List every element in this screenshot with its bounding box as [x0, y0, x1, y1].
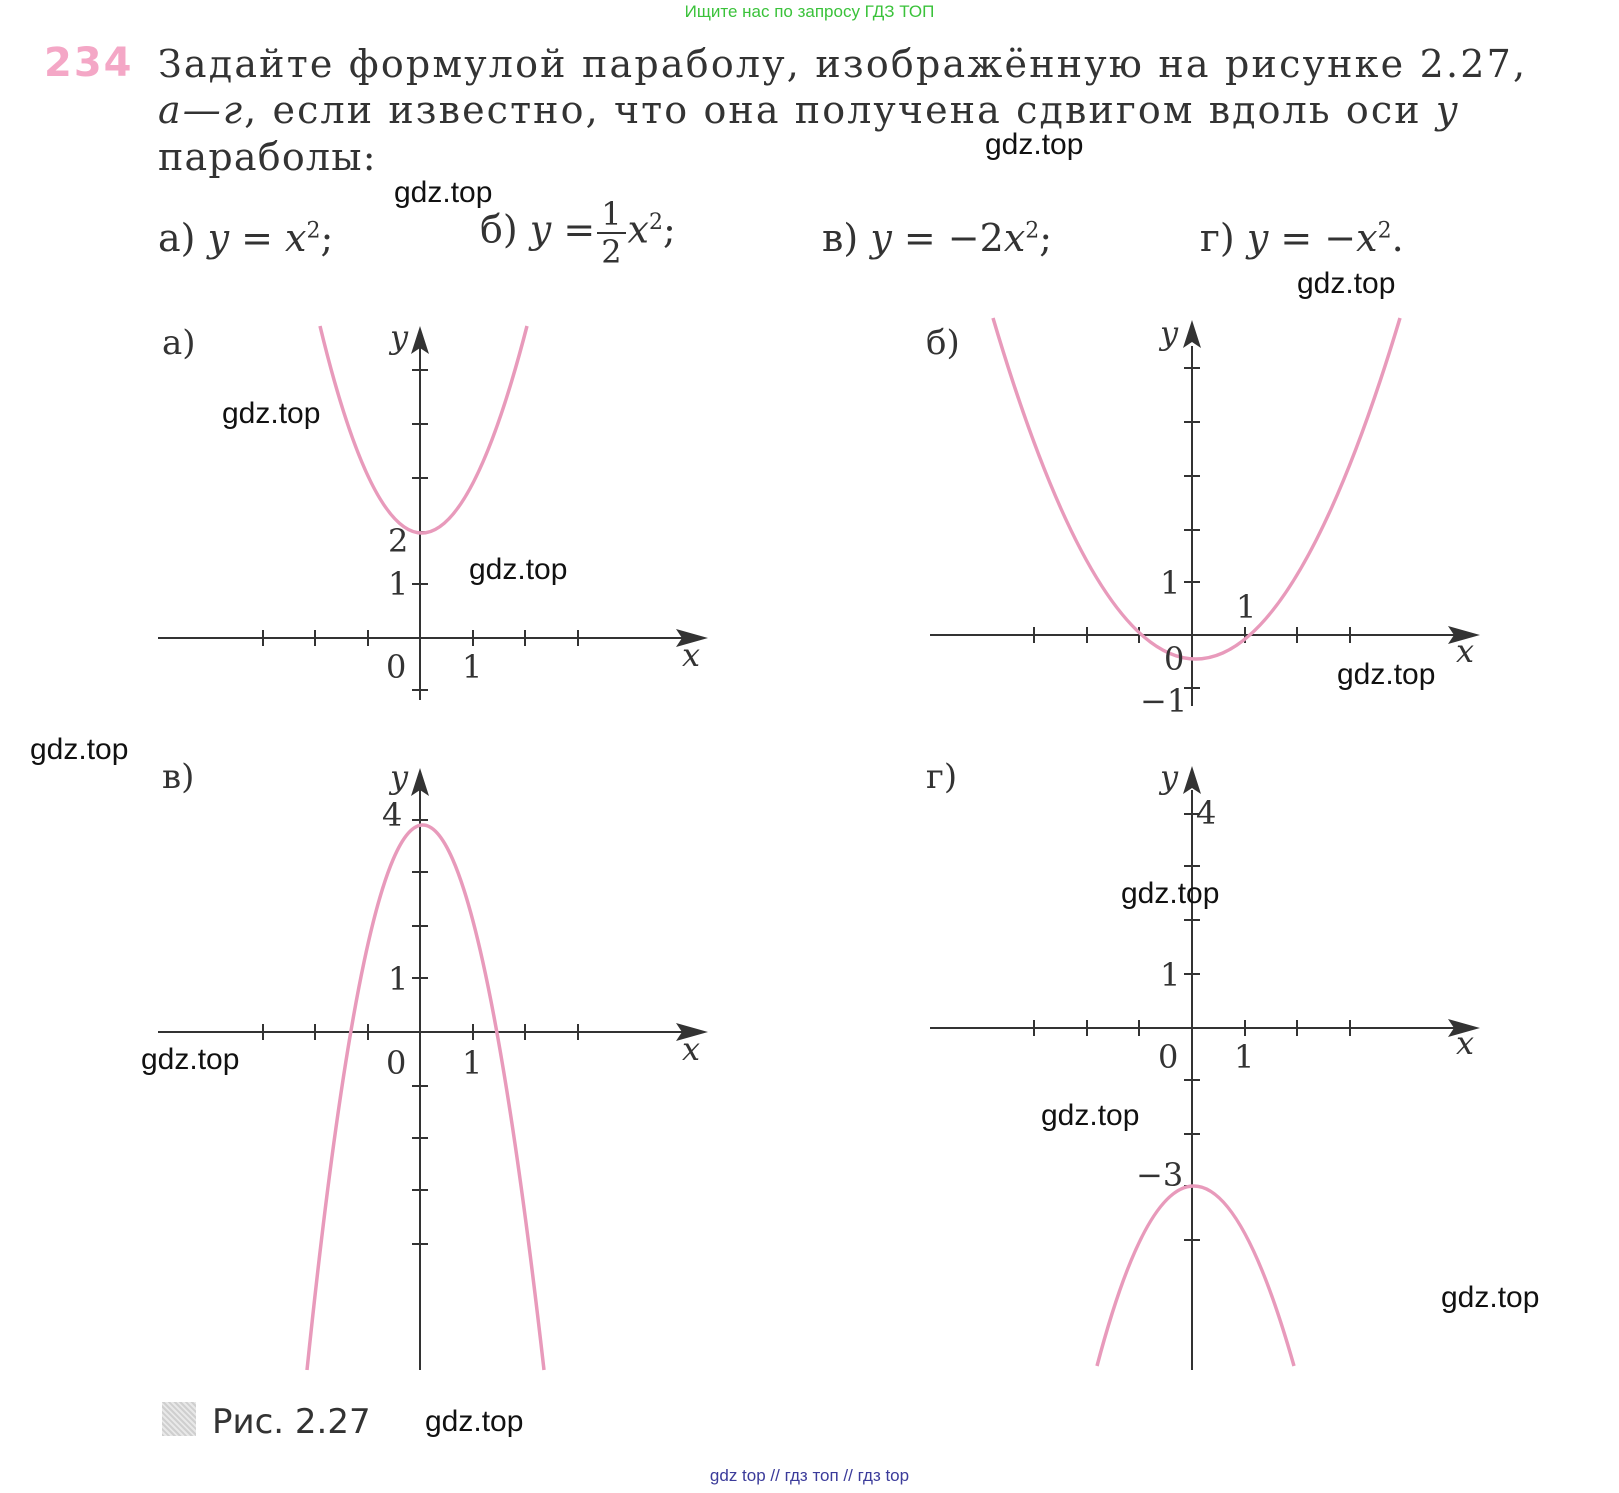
- graph-a-x1-label: 1: [462, 648, 483, 686]
- formula-g-coef: −: [1324, 216, 1357, 260]
- formula-a-var: x: [285, 216, 307, 260]
- graph-a-x-axis-label: x: [682, 636, 701, 674]
- watermark: gdz.top: [141, 1043, 240, 1076]
- graph-b-y1-label: 1: [1160, 564, 1181, 602]
- formula-b-label: б): [480, 207, 518, 252]
- problem-axis-name: y: [1435, 88, 1460, 132]
- graph-v-y1-label: 1: [388, 960, 409, 998]
- graph-g-y4-label: 4: [1196, 794, 1217, 832]
- problem-text-line-2-rest: , если известно, что она получена сдвигом вдоль оси: [244, 88, 1422, 132]
- graph-b-panel-label: б): [926, 323, 960, 363]
- formula-v-end: ;: [1039, 216, 1053, 260]
- watermark: gdz.top: [1441, 1281, 1540, 1314]
- problem-number: 234: [44, 40, 134, 86]
- problem-text-line-3: параболы:: [158, 135, 377, 179]
- formula-a: а) $y = x^2$;: [158, 216, 334, 260]
- watermark: gdz.top: [1337, 658, 1436, 691]
- watermark: gdz.top: [394, 176, 493, 209]
- problem-text-line-1: Задайте формулой параболу, изображённую на рисунке 2.27,: [158, 42, 1528, 86]
- formula-a-end: ;: [320, 216, 334, 260]
- formula-v-var: x: [1003, 216, 1026, 260]
- watermark: gdz.top: [1041, 1099, 1140, 1132]
- formula-b-exp: 2: [648, 209, 663, 235]
- formula-v-lhs: y: [870, 216, 892, 260]
- graph-g-origin-label: 0: [1158, 1038, 1179, 1076]
- graph-a-y2-label: 2: [388, 522, 409, 560]
- graph-v-y4-label: 4: [382, 796, 403, 834]
- formula-v: в) $y = -2x^2$;: [822, 216, 1053, 260]
- watermark: gdz.top: [222, 397, 321, 430]
- formula-g-exp: 2: [1377, 218, 1392, 244]
- graph-a-origin-label: 0: [386, 648, 407, 686]
- formula-g-end: .: [1391, 216, 1404, 260]
- fraction-denominator: 2: [601, 233, 622, 271]
- graph-g-x1-label: 1: [1234, 1038, 1255, 1076]
- graph-b-ym1-label: −1: [1140, 682, 1188, 720]
- formula-g: г) $y = -x^2$.: [1200, 216, 1404, 260]
- graph-a-y1-label: 1: [388, 565, 409, 603]
- formula-g-lhs: y: [1246, 216, 1269, 260]
- formula-a-label: а): [158, 216, 196, 260]
- formula-v-exp: 2: [1025, 218, 1040, 244]
- formula-a-lhs: y: [207, 216, 230, 260]
- problem-range: а—г: [158, 88, 245, 132]
- formula-g-var: x: [1356, 216, 1378, 260]
- graph-b-origin-label: 0: [1164, 640, 1185, 678]
- graph-v-y-axis-label: y: [390, 758, 409, 796]
- formula-b-lhs: y: [529, 207, 552, 252]
- watermark: gdz.top: [1297, 267, 1396, 300]
- graph-a-panel-label: а): [162, 323, 196, 363]
- graph-b-x1-label: 1: [1236, 588, 1257, 626]
- graph-v-panel-label: в): [162, 757, 195, 797]
- formula-v-coef: −2: [947, 216, 1004, 260]
- graph-g-panel-label: г): [926, 757, 958, 797]
- graph-g-y1-label: 1: [1160, 956, 1181, 994]
- graph-g-parabola: [1097, 1186, 1294, 1366]
- formula-a-exp: 2: [306, 218, 321, 244]
- graph-a-y-axis-label: y: [390, 318, 409, 356]
- formula-b: б) y = $\frac{1}{2}$ $x^2$;: [480, 195, 676, 271]
- graph-b-x-axis-label: x: [1456, 632, 1475, 670]
- watermark: gdz.top: [985, 128, 1084, 161]
- watermark: gdz.top: [30, 733, 129, 766]
- graph-g-x-axis-label: x: [1456, 1024, 1475, 1062]
- footer-links[interactable]: gdz top // гдз топ // гдз top: [709, 1466, 910, 1485]
- graph-v-origin-label: 0: [386, 1044, 407, 1082]
- figure-caption: Рис. 2.27: [212, 1402, 371, 1442]
- search-hint-link[interactable]: Ищите нас по запросу ГДЗ ТОП: [684, 2, 935, 21]
- formula-b-end: ;: [662, 207, 676, 252]
- fraction-numerator: 1: [597, 196, 625, 234]
- watermark: gdz.top: [1121, 877, 1220, 910]
- watermark: gdz.top: [469, 553, 568, 586]
- formula-b-var: x: [627, 207, 649, 252]
- watermark: gdz.top: [425, 1405, 524, 1438]
- formula-v-label: в): [822, 216, 859, 260]
- graph-g-y-arrow: [1183, 766, 1201, 794]
- caption-marker: [162, 1402, 196, 1436]
- graph-g-y-axis-label: y: [1160, 758, 1179, 796]
- graph-v-x1-label: 1: [462, 1044, 483, 1082]
- graph-g-ym3-label: −3: [1136, 1156, 1184, 1194]
- formula-g-label: г): [1200, 216, 1235, 260]
- graph-v-x-axis-label: x: [682, 1030, 701, 1068]
- graph-b-y-axis-label: y: [1160, 314, 1179, 352]
